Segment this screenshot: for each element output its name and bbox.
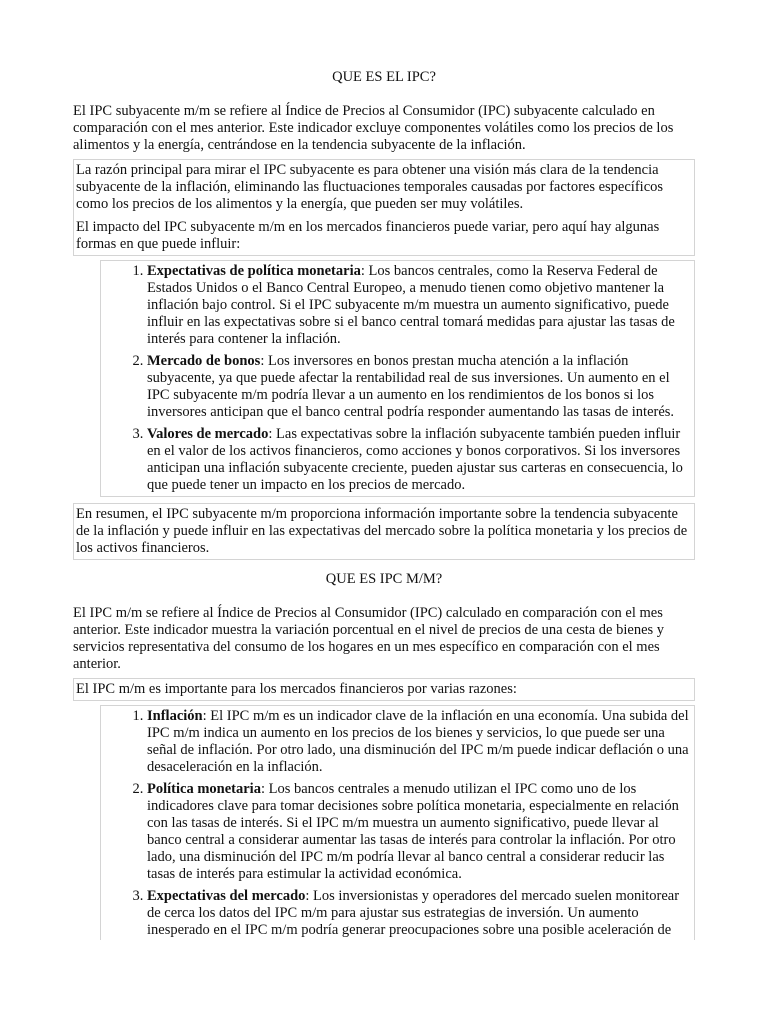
list-item-term: Política monetaria (147, 781, 261, 797)
section1-summary-box (73, 503, 695, 560)
list-item-term: Inflación (147, 708, 203, 724)
section1-reason-box (73, 159, 695, 256)
list-item (147, 781, 692, 883)
section2-intro: El IPC m/m se refiere al Índice de Precios al Consumidor (IPC) calculado en comparación con el mes anterior. Este indicador muestra la variación porcentual en el nivel de precios de una cesta de bienes y servicios representativa del consumo de los hogares en un mes específico en comparación con el mes anterior. (73, 605, 665, 672)
list-item-text: : Los inversores en bonos prestan mucha atención a la inflación subyacente, ya que puede afectar la rentabilidad real de sus inversiones. Un aumento en el IPC subyacente m/m podría llevar a un aumento en los rendimientos de los bonos si los inversores anticipan que el banco central podría responder aumentando las tasas de interés. (147, 353, 675, 420)
section1-title: QUE ES EL IPC? (332, 69, 436, 85)
list-item-term: Expectativas del mercado (147, 888, 306, 904)
list-item-text: : Los bancos centrales a menudo utilizan el IPC como uno de los indicadores clave para tomar decisiones sobre política monetaria, especialmente en relación con las tasas de interés. Si el IPC m/m muestra un aumento significativo, puede llevar al banco central a considerar aumentar las tasas de interés para controlar la inflación. Por otro lado, una disminución del IPC m/m podría llevar al banco central a considerar reducir las tasas de interés para estimular la actividad económica. (147, 781, 679, 882)
document-page (73, 69, 695, 940)
list-item (147, 263, 692, 348)
section1-intro: El IPC subyacente m/m se refiere al Índice de Precios al Consumidor (IPC) subyacente calculado en comparación con el mes anterior. Este indicador excluye componentes volátiles como los precios de los alimentos y la energía, centrándose en la tendencia subyacente de la inflación. (73, 103, 674, 153)
section2-list (100, 705, 695, 940)
list-item (147, 888, 692, 939)
list-item (147, 353, 692, 421)
section1-reason: La razón principal para mirar el IPC subyacente es para obtener una visión más clara de la tendencia subyacente de la inflación, eliminando las fluctuaciones temporales causadas por factores específicos como los precios de los alimentos y la energía, que pueden ser muy volátiles. (76, 162, 664, 212)
section1-list (100, 260, 695, 497)
list-item (147, 426, 692, 494)
section2-importance-box (73, 678, 695, 701)
list-item-text: : El IPC m/m es un indicador clave de la inflación en una economía. Una subida del IPC m/m indica un aumento en los precios de los bienes y servicios, lo que puede ser una señal de inflación. Por otro lado, una disminución del IPC m/m puede indicar deflación o una desaceleración en la inflación. (147, 708, 689, 775)
list-item (147, 708, 692, 776)
list-item-text: : Los bancos centrales, como la Reserva Federal de Estados Unidos o el Banco Central Europeo, a menudo tienen como objetivo mantener la inflación bajo control. Si el IPC subyacente m/m muestra un aumento significativo, puede influir en las expectativas sobre si el banco central tomará medidas para ajustar las tasas de interés para contener la inflación. (147, 263, 675, 347)
list-item-term: Mercado de bonos (147, 353, 261, 369)
section1-impact: El impacto del IPC subyacente m/m en los mercados financieros puede variar, pero aquí hay algunas formas en que puede influir: (76, 219, 660, 252)
section2-importance: El IPC m/m es importante para los mercados financieros por varias razones: (76, 681, 517, 697)
list-item-term: Valores de mercado (147, 426, 269, 442)
list-item-text: : Las expectativas sobre la inflación subyacente también pueden influir en el valor de los activos financieros, como acciones y bonos corporativos. Si los inversores anticipan una inflación subyacente creciente, pueden ajustar sus carteras en consecuencia, lo que puede tener un impacto en los precios de mercado. (147, 426, 683, 493)
section1-summary: En resumen, el IPC subyacente m/m proporciona información importante sobre la tendencia subyacente de la inflación y puede influir en las expectativas del mercado sobre la política monetaria y los precios de los activos financieros. (76, 506, 688, 556)
section2-title: QUE ES IPC M/M? (325, 571, 443, 587)
list-item-text: : Los inversionistas y operadores del mercado suelen monitorear de cerca los datos del IPC m/m para ajustar sus estrategias de inversión. Un aumento inesperado en el IPC m/m podría generar preocupaciones sobre una posible aceleración de (147, 888, 680, 938)
list-item-term: Expectativas de política monetaria (147, 263, 361, 279)
